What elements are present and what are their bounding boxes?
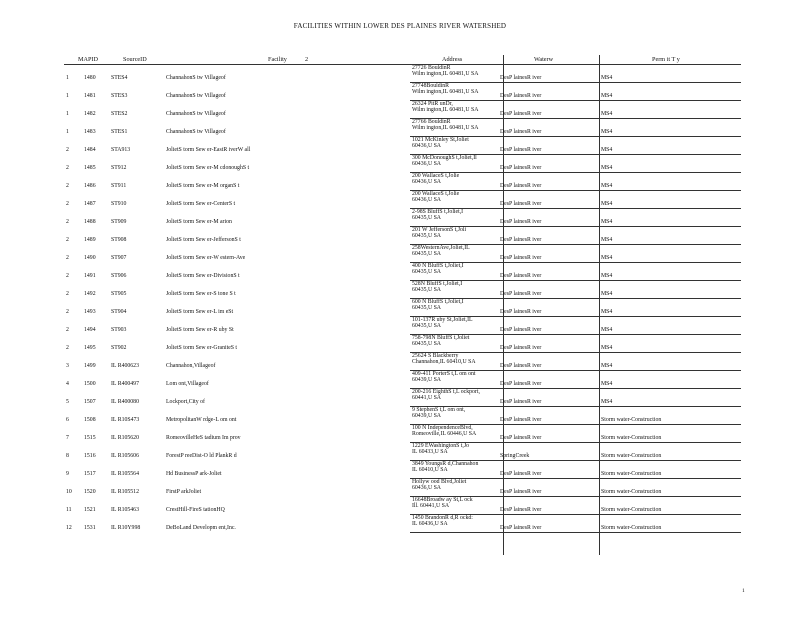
table-row: [0, 479, 800, 497]
row-index: 10: [66, 489, 72, 495]
facility-cell: Lom ont,Villageof: [166, 381, 209, 387]
sourceid-cell: ST904: [111, 309, 127, 315]
address-cell: [412, 263, 464, 275]
address-line: 60435,U SA: [412, 251, 441, 258]
address-line: 100 N IndependenceBlvd,: [412, 425, 473, 431]
row-index: 6: [66, 417, 69, 423]
address-line: 1229 EWashingtonS t,Jo: [412, 443, 470, 449]
facility-cell: JolietS torm Sew er-M arion: [166, 219, 232, 225]
address-cell: [412, 407, 465, 419]
address-cell: [412, 173, 459, 185]
waterway-cell: DesP lainesR iver: [500, 93, 542, 99]
waterway-cell: DesP lainesR iver: [500, 363, 542, 369]
waterway-cell: DesP lainesR iver: [500, 291, 542, 297]
facility-cell: RomeovilleHeS tadium Im prov: [166, 435, 241, 441]
waterway-cell: DesP lainesR iver: [500, 327, 542, 333]
permit-type-cell: Storm water-Construction: [601, 489, 662, 495]
table-row: [0, 353, 800, 371]
permit-type-cell: MS4: [601, 183, 613, 189]
table-row: [0, 173, 800, 191]
facility-cell: Channahon,Villageof: [166, 363, 216, 369]
facility-cell: JolietS torm Sew er-L im eSt: [166, 309, 234, 315]
address-line: 16648Broadw ay St,L ock: [412, 497, 473, 503]
table-row: [0, 155, 800, 173]
address-line: 400 N BluffS t,Joliet,I: [412, 263, 464, 269]
permit-type-cell: Storm water-Construction: [601, 417, 662, 423]
mapid-cell: 1508: [84, 417, 96, 423]
header-facility: Facility: [268, 56, 287, 63]
sourceid-cell: ST902: [111, 345, 127, 351]
table-row: [0, 443, 800, 461]
table-row: [0, 101, 800, 119]
address-line: 60436,U SA: [412, 161, 441, 168]
waterway-cell: DesP lainesR iver: [500, 273, 542, 279]
address-line: 60435,U SA: [412, 305, 441, 312]
permit-type-cell: MS4: [601, 255, 613, 261]
row-index: 2: [66, 291, 69, 297]
table-row: [0, 191, 800, 209]
row-index: 9: [66, 471, 69, 477]
row-index: 2: [66, 165, 69, 171]
address-line: 409-411 PorterS t,L om ont: [412, 371, 476, 377]
address-line: IL 60433,U SA: [412, 449, 448, 456]
permit-type-cell: MS4: [601, 291, 613, 297]
permit-type-cell: MS4: [601, 345, 613, 351]
address-cell: [412, 281, 462, 293]
permit-type-cell: MS4: [601, 381, 613, 387]
waterway-cell: DesP lainesR iver: [500, 417, 542, 423]
waterway-cell: DesP lainesR iver: [500, 309, 542, 315]
row-divider: [410, 532, 741, 533]
address-line: 60436,U SA: [412, 143, 441, 150]
table-row: [0, 245, 800, 263]
facility-cell: JolietS torm Sew er-R uby St: [166, 327, 234, 333]
address-line: 528N BluffS t,Joliet,I: [412, 281, 463, 287]
table-row: [0, 407, 800, 425]
address-line: 60435,U SA: [412, 215, 441, 222]
table-row: [0, 461, 800, 479]
sourceid-cell: STES2: [111, 111, 128, 117]
row-index: 4: [66, 381, 69, 387]
sourceid-cell: ST909: [111, 219, 127, 225]
row-index: 2: [66, 201, 69, 207]
sourceid-cell: ST906: [111, 273, 127, 279]
page-number: 1: [742, 588, 745, 594]
sourceid-cell: IL R105564: [111, 471, 139, 477]
address-cell: [412, 137, 469, 149]
facility-cell: Lockport,City of: [166, 399, 205, 405]
table-row: [0, 227, 800, 245]
address-line: 201 W JeffersonS t,Joli: [412, 227, 467, 233]
mapid-cell: 1489: [84, 237, 96, 243]
permit-type-cell: MS4: [601, 309, 613, 315]
sourceid-cell: IL R105620: [111, 435, 139, 441]
address-cell: [412, 155, 477, 167]
waterway-cell: DesP lainesR iver: [500, 399, 542, 405]
sourceid-cell: IL R10S473: [111, 417, 140, 423]
waterway-cell: SpringCreek: [500, 453, 530, 459]
sourceid-cell: IL R10Y998: [111, 525, 141, 531]
permit-type-cell: Storm water-Construction: [601, 471, 662, 477]
row-index: 12: [66, 525, 72, 531]
header-sourceid: SourceID: [123, 56, 147, 63]
address-cell: [412, 425, 476, 437]
sourceid-cell: STES1: [111, 129, 128, 135]
facility-cell: ChannahonS tw Villageof: [166, 75, 226, 81]
table-row: [0, 425, 800, 443]
address-cell: [412, 353, 476, 365]
facility-cell: Hd BusinessP ark-Joliet: [166, 471, 222, 477]
waterway-cell: DesP lainesR iver: [500, 255, 542, 261]
table-row: [0, 65, 800, 83]
sourceid-cell: ST910: [111, 201, 127, 207]
facility-cell: FirstP arkJoliet: [166, 489, 202, 495]
row-index: 1: [66, 129, 69, 135]
sourceid-cell: IL R105463: [111, 507, 139, 513]
facility-cell: ChannahonS tw Villageof: [166, 129, 226, 135]
sourceid-cell: STES3: [111, 93, 128, 99]
table-row: [0, 137, 800, 155]
page-title: FACILITIES WITHIN LOWER DES PLAINES RIVER WATERSHED: [293, 22, 507, 30]
mapid-cell: 1494: [84, 327, 96, 333]
address-line: 60435,U SA: [412, 341, 441, 348]
table-row: [0, 515, 800, 533]
table-row: [0, 389, 800, 407]
permit-type-cell: MS4: [601, 147, 613, 153]
permit-type-cell: MS4: [601, 327, 613, 333]
address-line: Wilm ington,IL 60481,U SA: [412, 71, 479, 78]
row-index: 1: [66, 111, 69, 117]
facility-cell: CrestHill-FireS tationHQ: [166, 507, 225, 513]
address-line: Channahon,IL 60410,U SA: [412, 359, 476, 366]
address-line: 200-216 EighthS t,L ockport,: [412, 389, 480, 395]
mapid-cell: 1487: [84, 201, 96, 207]
sourceid-cell: STA913: [111, 147, 131, 153]
address-line: IL 60410,U SA: [412, 467, 448, 474]
address-line: 60441,U SA: [412, 395, 441, 402]
address-line: 258WesternAve,Joliet,IL: [412, 245, 470, 251]
address-line: 101-137R uby St,Joliet,IL: [412, 317, 473, 323]
row-index: 2: [66, 327, 69, 333]
sourceid-cell: IL R105606: [111, 453, 139, 459]
address-line: 27726 BouldinR: [412, 65, 451, 71]
address-cell: [412, 389, 480, 401]
mapid-cell: 1484: [84, 147, 96, 153]
facility-cell: JolietS torm Sew er-DivisionS t: [166, 273, 240, 279]
row-index: 2: [66, 183, 69, 189]
address-line: Wilm ington,IL 60481,U SA: [412, 89, 479, 96]
sourceid-cell: ST908: [111, 237, 127, 243]
mapid-cell: 1482: [84, 111, 96, 117]
address-line: 600 N BluffS t,Joliet,I: [412, 299, 464, 305]
address-line: 300 McDonoughS t,Joliet,Il: [412, 155, 477, 161]
address-cell: [412, 227, 466, 239]
table-row: [0, 119, 800, 137]
address-cell: [412, 371, 476, 383]
mapid-cell: 1490: [84, 255, 96, 261]
row-index: 7: [66, 435, 69, 441]
facility-cell: JolietS torm Sew er-M cdonoughS t: [166, 165, 250, 171]
permit-type-cell: MS4: [601, 111, 613, 117]
mapid-cell: 1500: [84, 381, 96, 387]
mapid-cell: 1531: [84, 525, 96, 531]
address-cell: [412, 443, 469, 455]
address-line: 25624 S Blackberry: [412, 353, 459, 359]
address-line: 60436,U SA: [412, 485, 441, 492]
permit-type-cell: MS4: [601, 219, 613, 225]
address-cell: [412, 461, 478, 473]
sourceid-cell: IL R400080: [111, 399, 139, 405]
waterway-cell: DesP lainesR iver: [500, 183, 542, 189]
address-line: 60436,U SA: [412, 179, 441, 186]
waterway-cell: DesP lainesR iver: [500, 201, 542, 207]
mapid-cell: 1480: [84, 75, 96, 81]
address-line: 60435,U SA: [412, 287, 441, 294]
mapid-cell: 1481: [84, 93, 96, 99]
facility-cell: JolietS torm Sew er-JeffersonS t: [166, 237, 241, 243]
mapid-cell: 1491: [84, 273, 96, 279]
mapid-cell: 1492: [84, 291, 96, 297]
permit-type-cell: MS4: [601, 399, 613, 405]
address-cell: [412, 209, 463, 221]
sourceid-cell: ST905: [111, 291, 127, 297]
address-line: 200 WallaceS t,Jolie: [412, 173, 460, 179]
address-line: IL 60436,U SA: [412, 521, 448, 528]
permit-type-cell: Storm water-Construction: [601, 525, 662, 531]
address-line: 27766 BouldinR: [412, 119, 451, 125]
waterway-cell: DesP lainesR iver: [500, 381, 542, 387]
facility-cell: JolietS torm Sew er-S tone S t: [166, 291, 236, 297]
row-index: 2: [66, 345, 69, 351]
facility-cell: ForestP reeDist-O ld PlankR d: [166, 453, 237, 459]
row-index: 8: [66, 453, 69, 459]
mapid-cell: 1493: [84, 309, 96, 315]
sourceid-cell: IL R400623: [111, 363, 139, 369]
facility-cell: JolietS torm Sew er-EastR iverW all: [166, 147, 251, 153]
waterway-cell: DesP lainesR iver: [500, 165, 542, 171]
address-cell: [412, 83, 478, 95]
permit-type-cell: Storm water-Construction: [601, 435, 662, 441]
address-line: 1450 BrandonR d,R ockd:: [412, 515, 473, 521]
row-index: 2: [66, 255, 69, 261]
sourceid-cell: ST907: [111, 255, 127, 261]
mapid-cell: 1507: [84, 399, 96, 405]
table-row: [0, 371, 800, 389]
mapid-cell: 1517: [84, 471, 96, 477]
table-row: [0, 497, 800, 515]
table-row: [0, 209, 800, 227]
address-line: 9 StephenS t,L om ont,: [412, 407, 466, 413]
permit-type-cell: MS4: [601, 201, 613, 207]
row-index: 2: [66, 273, 69, 279]
waterway-cell: DesP lainesR iver: [500, 489, 542, 495]
address-cell: [412, 335, 469, 347]
waterway-cell: DesP lainesR iver: [500, 435, 542, 441]
address-line: 60435,U SA: [412, 233, 441, 240]
header-address: Address: [442, 56, 463, 63]
permit-type-cell: MS4: [601, 93, 613, 99]
waterway-cell: DesP lainesR iver: [500, 471, 542, 477]
row-index: 2: [66, 219, 69, 225]
facility-cell: ChannahonS tw Villageof: [166, 111, 226, 117]
waterway-cell: DesP lainesR iver: [500, 219, 542, 225]
table-row: [0, 299, 800, 317]
row-index: 1: [66, 93, 69, 99]
address-cell: [412, 101, 478, 113]
address-cell: [412, 299, 464, 311]
address-line: 27748BouldinR: [412, 83, 450, 89]
address-cell: [412, 497, 473, 509]
address-cell: [412, 317, 473, 329]
row-index: 1: [66, 75, 69, 81]
sourceid-cell: STES4: [111, 75, 128, 81]
permit-type-cell: MS4: [601, 129, 613, 135]
address-line: 26324 PitR unDr,: [412, 101, 453, 107]
address-line: 60435,U SA: [412, 323, 441, 330]
permit-type-cell: MS4: [601, 237, 613, 243]
table-row: [0, 335, 800, 353]
mapid-cell: 1521: [84, 507, 96, 513]
facility-cell: DeBoLand Developm ent,Inc.: [166, 525, 236, 531]
sourceid-cell: ST903: [111, 327, 127, 333]
header-mapid: MAPID: [78, 56, 98, 63]
permit-type-cell: Storm water-Construction: [601, 507, 662, 513]
address-line: 200 WallaceS t,Jolie: [412, 191, 460, 197]
waterway-cell: DesP lainesR iver: [500, 129, 542, 135]
waterway-cell: DesP lainesR iver: [500, 525, 542, 531]
row-index: 5: [66, 399, 69, 405]
table-row: [0, 263, 800, 281]
facility-table: [0, 65, 800, 533]
address-cell: [412, 65, 478, 77]
mapid-cell: 1499: [84, 363, 96, 369]
mapid-cell: 1515: [84, 435, 96, 441]
sourceid-cell: IL R400497: [111, 381, 139, 387]
waterway-cell: DesP lainesR iver: [500, 237, 542, 243]
address-line: Hollyw ood Blvd,Joliet: [412, 479, 467, 485]
address-line: 60436,U SA: [412, 197, 441, 204]
row-index: 2: [66, 237, 69, 243]
address-cell: [412, 479, 466, 491]
address-line: 2-98S BluffS t,Joliet,I: [412, 209, 464, 215]
mapid-cell: 1486: [84, 183, 96, 189]
address-cell: [412, 119, 478, 131]
waterway-cell: DesP lainesR iver: [500, 75, 542, 81]
sourceid-cell: IL R105512: [111, 489, 139, 495]
address-line: 758-798N BluffS t,Joliet: [412, 335, 470, 341]
permit-type-cell: Storm water-Construction: [601, 453, 662, 459]
row-index: 2: [66, 309, 69, 315]
facility-cell: JolietS torm Sew er-CenterS t: [166, 201, 236, 207]
row-index: 2: [66, 147, 69, 153]
address-line: Romeoville,IL 60446,U SA: [412, 431, 477, 438]
address-cell: [412, 245, 470, 257]
sourceid-cell: ST911: [111, 183, 127, 189]
waterway-cell: DesP lainesR iver: [500, 111, 542, 117]
facility-cell: JolietS torm Sew er-GraniteS t: [166, 345, 238, 351]
address-line: Wilm ington,IL 60481,U SA: [412, 125, 479, 132]
header-permit-type: Perm it T y: [652, 56, 680, 63]
mapid-cell: 1516: [84, 453, 96, 459]
permit-type-cell: MS4: [601, 363, 613, 369]
table-row: [0, 83, 800, 101]
facility-cell: JolietS torm Sew er-M organS t: [166, 183, 240, 189]
header-waterway: Waterw: [534, 56, 554, 63]
mapid-cell: 1520: [84, 489, 96, 495]
address-cell: [412, 515, 473, 527]
address-line: Wilm ington,IL 60481,U SA: [412, 107, 479, 114]
sourceid-cell: ST912: [111, 165, 127, 171]
mapid-cell: 1485: [84, 165, 96, 171]
permit-type-cell: MS4: [601, 273, 613, 279]
header-facility-suffix: 2: [305, 56, 309, 63]
address-line: 60439,U SA: [412, 413, 441, 420]
address-cell: [412, 191, 459, 203]
address-line: 60439,U SA: [412, 377, 441, 384]
waterway-cell: DesP lainesR iver: [500, 345, 542, 351]
facility-cell: JolietS torm Sew er-W estern-Ave: [166, 255, 246, 261]
row-index: 11: [66, 507, 72, 513]
facility-cell: MetropolitanW rdge-L om ont: [166, 417, 237, 423]
mapid-cell: 1495: [84, 345, 96, 351]
waterway-cell: DesP lainesR iver: [500, 147, 542, 153]
address-line: 3849 YoungsR d,Channahon: [412, 461, 479, 467]
facility-cell: ChannahonS tw Villageof: [166, 93, 226, 99]
table-row: [0, 281, 800, 299]
permit-type-cell: MS4: [601, 165, 613, 171]
table-row: [0, 317, 800, 335]
permit-type-cell: MS4: [601, 75, 613, 81]
mapid-cell: 1488: [84, 219, 96, 225]
address-line: 60435,U SA: [412, 269, 441, 276]
address-line: Ill. 60441,U SA: [412, 503, 450, 510]
address-line: 1021 McKinley St,Joliet: [412, 137, 469, 143]
row-index: 3: [66, 363, 69, 369]
waterway-cell: DesP lainesR iver: [500, 507, 542, 513]
mapid-cell: 1483: [84, 129, 96, 135]
